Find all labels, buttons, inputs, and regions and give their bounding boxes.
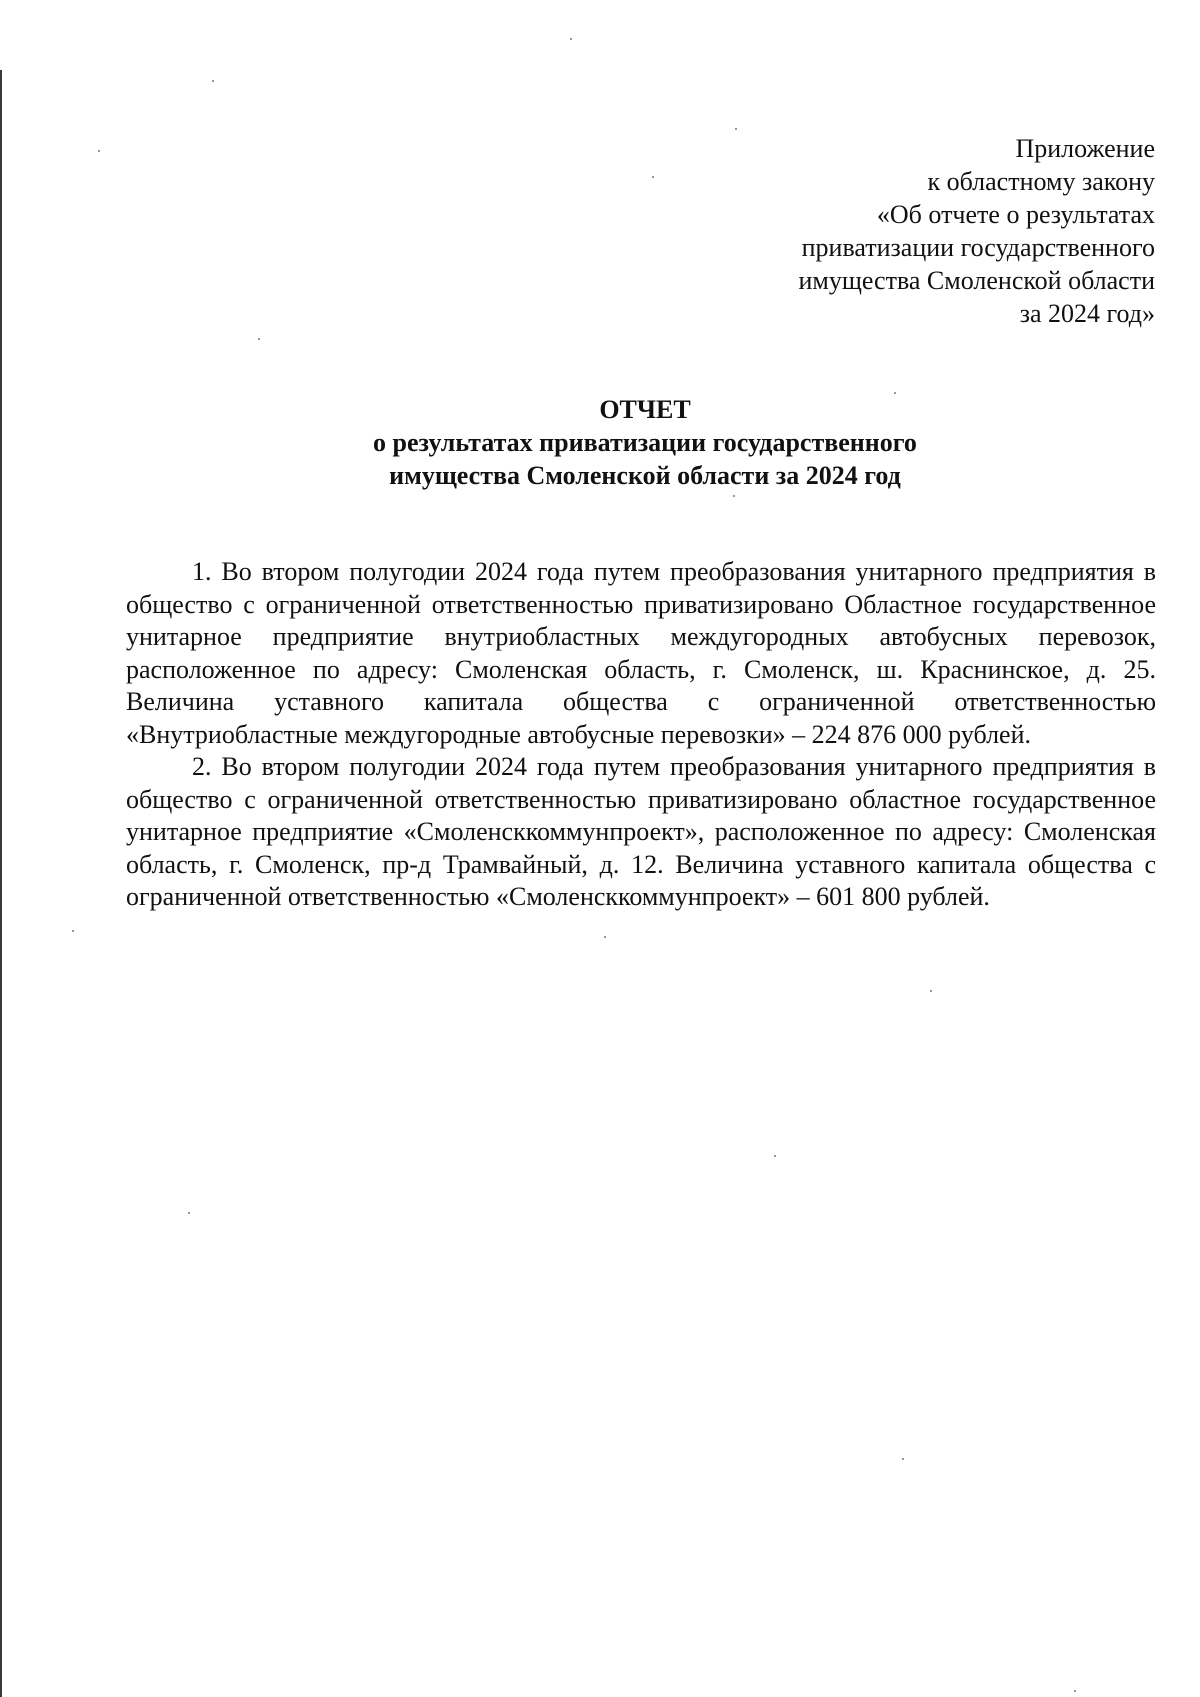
report-title-block bbox=[0, 393, 1200, 492]
scan-speck bbox=[188, 1212, 190, 1214]
paragraph-2 bbox=[126, 751, 1156, 914]
scan-speck bbox=[570, 38, 572, 40]
appendix-line: Приложение bbox=[1015, 134, 1155, 163]
report-body bbox=[126, 556, 1156, 914]
appendix-reference bbox=[635, 132, 1155, 330]
paragraph-1 bbox=[126, 556, 1156, 751]
paragraph-number: 2. bbox=[192, 752, 212, 781]
scan-speck bbox=[902, 1458, 904, 1460]
scan-speck bbox=[72, 930, 74, 932]
appendix-line: за 2024 год» bbox=[1019, 299, 1155, 328]
scan-speck bbox=[930, 990, 932, 992]
paragraph-number: 1. bbox=[192, 557, 212, 586]
appendix-line: «Об отчете о результатах bbox=[876, 200, 1155, 229]
scan-speck bbox=[258, 338, 260, 340]
scan-speck bbox=[604, 936, 606, 938]
appendix-line: имущества Смоленской области bbox=[798, 266, 1155, 295]
scan-speck bbox=[98, 150, 100, 152]
scan-speck bbox=[735, 128, 737, 130]
paragraph-text: Во втором полугодии 2024 года путем преобразования унитарного предприятия в общество с ограниченной ответственностью приватизировано областное государственное унитарное предприятие «Смоленсккоммунпроект», расположенное по адресу: Смоленская область, г. Смоленск, пр-д Трамвайный, д. 12. Величина уставного капитала общества с ограниченной ответственностью «Смоленсккоммунпроект» – 601 800 рублей. bbox=[126, 752, 1157, 911]
report-heading: ОТЧЕТ bbox=[599, 395, 691, 424]
scan-speck bbox=[733, 495, 735, 497]
scan-speck bbox=[1074, 1690, 1076, 1692]
paragraph-text: Во втором полугодии 2024 года путем преобразования унитарного предприятия в общество с ограниченной ответственностью приватизировано Областное государственное унитарное предприятие внутриобластных междугородных автобусных перевозок, расположенное по адресу: Смоленская область, г. Смоленск, ш. Краснинское, д. 25. Величина уставного капитала общества с ограниченной ответственностью «Внутриобластные междугородные автобусные перевозки» – 224 876 000 рублей. bbox=[126, 557, 1157, 749]
report-subtitle-line: имущества Смоленской области за 2024 год bbox=[389, 461, 901, 490]
appendix-line: к областному закону bbox=[927, 167, 1155, 196]
scan-edge-line bbox=[0, 70, 2, 1697]
appendix-line: приватизации государственного bbox=[801, 233, 1155, 262]
scan-speck bbox=[212, 80, 214, 82]
report-subtitle-line: о результатах приватизации государственного bbox=[373, 428, 917, 457]
scan-speck bbox=[774, 1155, 776, 1157]
